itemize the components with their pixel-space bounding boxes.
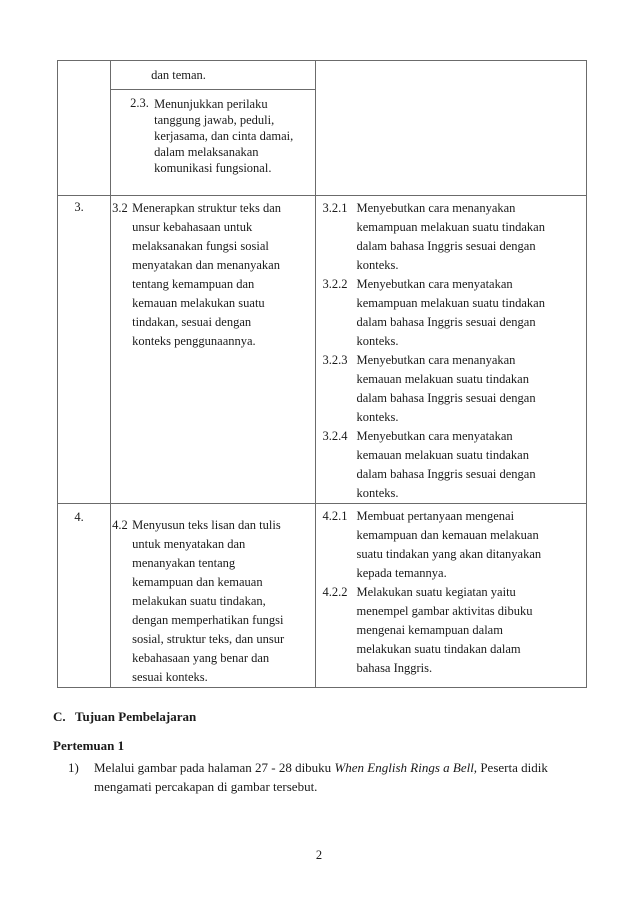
learning-goal-item bbox=[68, 758, 588, 796]
indicator-cell bbox=[316, 504, 587, 688]
competency-line: kebahasaan yang benar dan bbox=[132, 651, 270, 665]
competency-line: Menerapkan struktur teks dan bbox=[132, 201, 282, 215]
meeting-heading: Pertemuan 1 bbox=[53, 738, 125, 753]
number-cell bbox=[58, 196, 111, 504]
indicator-cell bbox=[316, 61, 587, 196]
competency-line: kemampuan dan kemauan bbox=[132, 575, 263, 589]
indicator-line: Melakukan suatu kegiatan yaitu bbox=[356, 585, 516, 599]
indicator-line: dalam bahasa Inggris sesuai dengan bbox=[356, 391, 536, 405]
indicator-line: konteks. bbox=[356, 486, 399, 500]
competency-number: 2.3. bbox=[130, 96, 149, 110]
competency-line: komunikasi fungsional. bbox=[154, 161, 272, 175]
indicator-number: 3.2.4 bbox=[322, 429, 348, 443]
indicator-line: konteks. bbox=[356, 258, 399, 272]
competency-line: konteks penggunaannya. bbox=[132, 334, 256, 348]
indicator-line: kepada temannya. bbox=[356, 566, 447, 580]
indicator-line: dalam bahasa Inggris sesuai dengan bbox=[356, 239, 536, 253]
indicator-number: 4.2.1 bbox=[322, 509, 348, 523]
competency-line: untuk menyatakan dan bbox=[132, 537, 246, 551]
number-cell bbox=[58, 61, 111, 196]
indicator-line: Menyebutkan cara menanyakan bbox=[356, 201, 516, 215]
indicator-line: kemampuan melakuan suatu tindakan bbox=[356, 296, 545, 310]
indicator-line: suatu tindakan yang akan ditanyakan bbox=[356, 547, 542, 561]
indicator-line: konteks. bbox=[356, 334, 399, 348]
goal-text-end: Peserta didik bbox=[477, 760, 548, 775]
book-title: When English Rings a Bell, bbox=[334, 760, 478, 775]
row-number: 4. bbox=[74, 510, 84, 524]
competency-line: sesuai konteks. bbox=[132, 670, 208, 684]
indicator-number: 3.2.1 bbox=[322, 201, 348, 215]
row-number: 3. bbox=[74, 200, 84, 214]
competency-cell bbox=[111, 504, 316, 688]
competency-line: unsur kebahasaan untuk bbox=[132, 220, 253, 234]
competency-line: Menunjukkan perilaku bbox=[154, 97, 268, 111]
indicator-number: 4.2.2 bbox=[322, 585, 348, 599]
indicator-line: kemampuan melakuan suatu tindakan bbox=[356, 220, 545, 234]
indicator-number: 3.2.3 bbox=[322, 353, 348, 367]
indicator-line: kemampuan dan kemauan melakuan bbox=[356, 528, 539, 542]
competency-line: menanyakan tentang bbox=[132, 556, 236, 570]
section-letter: C. bbox=[53, 709, 66, 724]
goal-number: 1) bbox=[68, 760, 79, 775]
indicator-line: dalam bahasa Inggris sesuai dengan bbox=[356, 315, 536, 329]
indicator-3-2-1 bbox=[322, 199, 586, 275]
competency-3-2 bbox=[111, 196, 315, 351]
indicator-3-2-2 bbox=[322, 275, 586, 351]
competency-line: tentang kemampuan dan bbox=[132, 277, 255, 291]
competency-number: 3.2 bbox=[112, 201, 128, 215]
indicator-line: Membuat pertanyaan mengenai bbox=[356, 509, 515, 523]
indicator-line: menempel gambar aktivitas dibuku bbox=[356, 604, 533, 618]
competency-line: menyatakan dan menanyakan bbox=[132, 258, 280, 272]
indicator-3-2-4 bbox=[322, 427, 586, 503]
section-title: Tujuan Pembelajaran bbox=[75, 709, 197, 724]
indicator-line: kemauan melakuan suatu tindakan bbox=[356, 448, 529, 462]
goal-text-line: mengamati percakapan di gambar tersebut. bbox=[94, 779, 318, 794]
competency-line: dalam melaksanakan bbox=[154, 145, 259, 159]
page-number: 2 bbox=[315, 848, 323, 862]
competency-table bbox=[57, 60, 587, 688]
competency-cell bbox=[111, 61, 316, 196]
competency-4-2 bbox=[111, 504, 315, 687]
competency-2-3 bbox=[111, 90, 315, 176]
competency-line: melaksanakan fungsi sosial bbox=[132, 239, 269, 253]
competency-line: tanggung jawab, peduli, bbox=[154, 113, 275, 127]
indicator-line: Menyebutkan cara menyatakan bbox=[356, 429, 513, 443]
competency-line: sosial, struktur teks, dan unsur bbox=[132, 632, 285, 646]
competency-line: kemauan melakukan suatu bbox=[132, 296, 265, 310]
table-row-4 bbox=[58, 504, 587, 688]
table-row-3 bbox=[58, 196, 587, 504]
table-row-continuation bbox=[58, 61, 587, 196]
competency-line: tindakan, sesuai dengan bbox=[132, 315, 252, 329]
competency-line: kerjasama, dan cinta damai, bbox=[154, 129, 294, 143]
indicator-line: Menyebutkan cara menyatakan bbox=[356, 277, 513, 291]
competency-line: dengan memperhatikan fungsi bbox=[132, 613, 284, 627]
competency-line: melakukan suatu tindakan, bbox=[132, 594, 266, 608]
competency-line: Menyusun teks lisan dan tulis bbox=[132, 518, 281, 532]
indicator-line: bahasa Inggris. bbox=[356, 661, 433, 675]
section-heading bbox=[53, 709, 196, 725]
indicator-line: konteks. bbox=[356, 410, 399, 424]
competency-cell bbox=[111, 196, 316, 504]
indicator-4-2-1 bbox=[322, 507, 586, 583]
indicator-line: kemauan melakuan suatu tindakan bbox=[356, 372, 529, 386]
indicator-line: mengenai kemampuan dalam bbox=[356, 623, 503, 637]
number-cell bbox=[58, 504, 111, 688]
indicator-line: melakukan suatu tindakan dalam bbox=[356, 642, 521, 656]
goal-text-start: Melalui gambar pada halaman 27 - 28 dibuku bbox=[94, 760, 335, 775]
competency-number: 4.2 bbox=[112, 518, 128, 532]
indicator-4-2-2 bbox=[322, 583, 586, 678]
indicator-cell bbox=[316, 196, 587, 504]
indicator-number: 3.2.2 bbox=[322, 277, 348, 291]
indicator-3-2-3 bbox=[322, 351, 586, 427]
indicator-line: Menyebutkan cara menanyakan bbox=[356, 353, 516, 367]
competency-tail-text: dan teman. bbox=[151, 68, 206, 82]
indicator-line: dalam bahasa Inggris sesuai dengan bbox=[356, 467, 536, 481]
